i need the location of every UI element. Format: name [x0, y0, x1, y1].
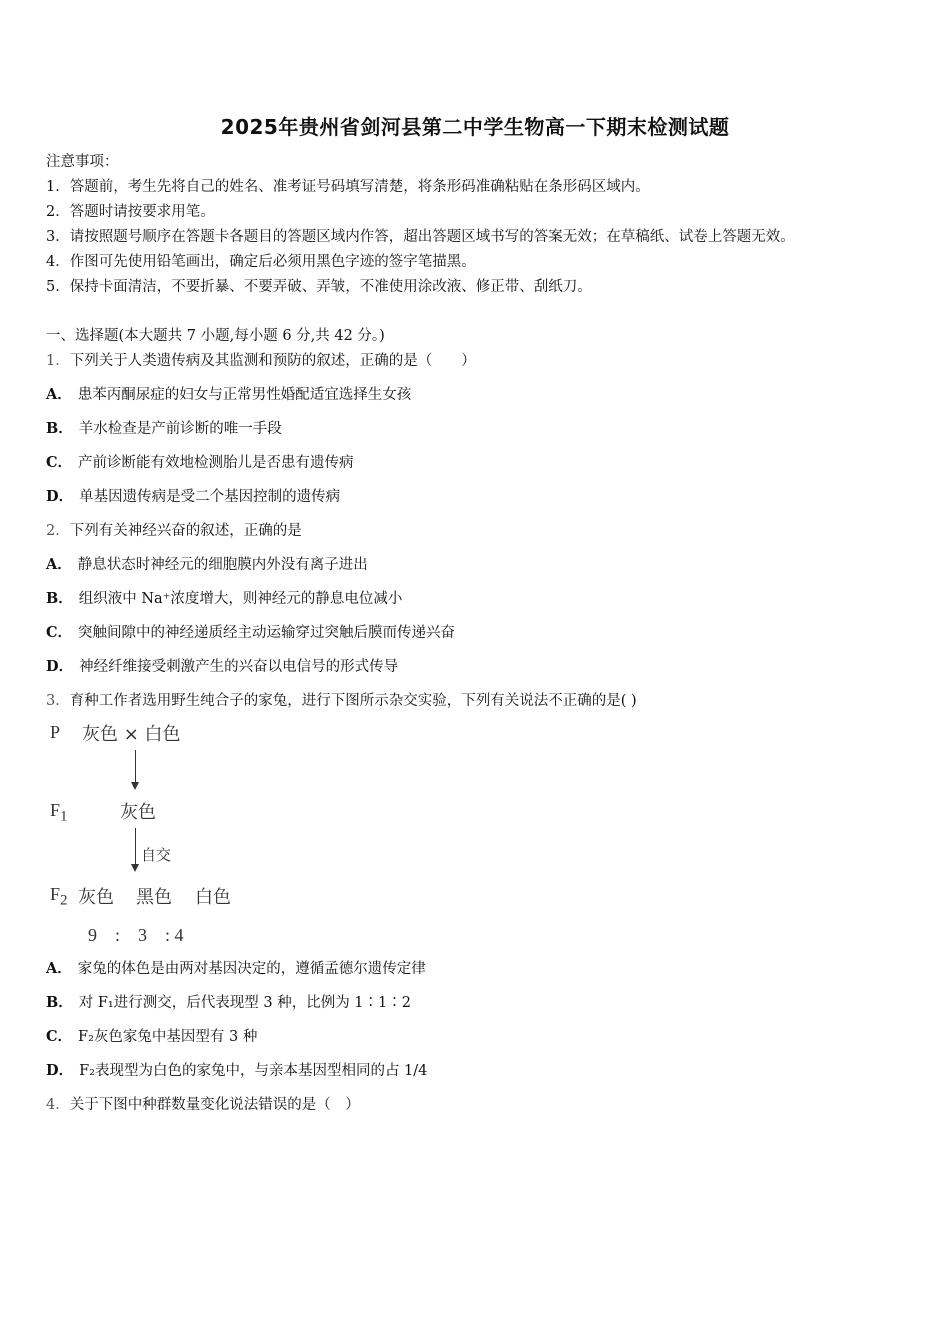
option-text: 静息状态时神经元的细胞膜内外没有离子进出 — [77, 557, 368, 573]
f2-white: 白色 — [195, 887, 231, 908]
f2-black: 黑色 — [136, 887, 172, 908]
f1-label: $F_1$ — [50, 800, 68, 825]
q3-option-a — [46, 959, 426, 979]
question-stem: 关于下图中种群数量变化说法错误的是（ ） — [69, 1097, 360, 1113]
q1-option-b — [46, 419, 282, 439]
option-letter: C． — [46, 624, 73, 641]
notice-item-3: 3．请按照题号顺序在答题卡各题目的答题区域内作答，超出答题区域书写的答案无效；在草稿纸、试卷上答题无效。 — [46, 229, 795, 245]
question-stem: 育种工作者选用野生纯合子的家兔，进行下图所示杂交实验，下列有关说法不正确的是( ) — [69, 693, 637, 709]
option-letter: A． — [46, 556, 72, 573]
option-text: 家兔的体色是由两对基因决定的，遵循孟德尔遗传定律 — [77, 961, 426, 977]
arrow-head-icon — [131, 864, 139, 872]
option-letter: A． — [46, 386, 72, 403]
q3-option-b — [46, 993, 411, 1013]
q3-option-c — [46, 1027, 257, 1047]
q1-option-a — [46, 385, 411, 405]
question-3 — [46, 691, 637, 711]
option-text: 突触间隙中的神经递质经主动运输穿过突触后膜而传递兴奋 — [78, 625, 456, 641]
p-label: P — [50, 722, 61, 742]
q1-option-c — [46, 453, 354, 473]
q2-option-a — [46, 555, 368, 575]
option-text: F₂灰色家兔中基因型有 3 种 — [78, 1029, 258, 1045]
option-letter: D． — [46, 658, 74, 675]
question-2 — [46, 521, 302, 541]
question-number: 3． — [46, 693, 70, 709]
option-text: 产前诊断能有效地检测胎儿是否患有遗传病 — [78, 455, 354, 471]
arrow-head-icon — [131, 782, 139, 790]
option-letter: D． — [46, 1062, 74, 1079]
q2-option-b — [46, 589, 402, 609]
option-letter: B． — [46, 994, 73, 1011]
option-text: 对 F₁进行测交，后代表现型 3 种，比例为 1∶1∶2 — [78, 995, 411, 1011]
q2-option-c — [46, 623, 455, 643]
arrow-p-f1 — [135, 750, 136, 784]
p-cross: 灰色 × 白色 — [82, 724, 181, 745]
f2-label: $F_2$ — [50, 884, 68, 909]
f2-gray: 灰色 — [78, 887, 114, 908]
option-text: 组织液中 Na⁺浓度增大，则神经元的静息电位减小 — [78, 591, 403, 607]
question-1 — [46, 351, 476, 371]
question-4 — [46, 1095, 360, 1115]
notice-item-4: 4．作图可先使用铅笔画出，确定后必须用黑色字迹的签字笔描黑。 — [46, 254, 476, 270]
option-text: 羊水检查是产前诊断的唯一手段 — [78, 421, 282, 437]
page-title: 2025年贵州省剑河县第二中学生物高一下期末检测试题 — [220, 115, 730, 139]
section-heading: 一、选择题(本大题共 7 小题,每小题 6 分,共 42 分。) — [46, 328, 385, 344]
option-text: 单基因遗传病是受二个基因控制的遗传病 — [79, 489, 341, 505]
question-stem: 下列有关神经兴奋的叙述，正确的是 — [69, 523, 302, 539]
q1-option-d — [46, 487, 340, 507]
option-text: F₂表现型为白色的家兔中，与亲本基因型相同的占 1/4 — [79, 1063, 428, 1079]
question-number: 2． — [46, 523, 70, 539]
question-stem: 下列关于人类遗传病及其监测和预防的叙述，正确的是（ ） — [69, 353, 476, 369]
option-letter: C． — [46, 454, 73, 471]
cross-diagram — [46, 716, 306, 951]
option-letter: B． — [46, 590, 73, 607]
arrow-f1-f2 — [135, 828, 136, 866]
f1-phenotype: 灰色 — [120, 802, 156, 823]
option-letter: D． — [46, 488, 74, 505]
notice-item-1: 1．答题前，考生先将自己的姓名、准考证号码填写清楚，将条形码准确粘贴在条形码区域内。 — [46, 179, 650, 195]
question-number: 1． — [46, 353, 70, 369]
notice-heading: 注意事项： — [46, 154, 119, 170]
q2-option-d — [46, 657, 398, 677]
option-text: 神经纤维接受刺激产生的兴奋以电信号的形式传导 — [79, 659, 399, 675]
q3-option-d — [46, 1061, 427, 1081]
question-number: 4． — [46, 1097, 70, 1113]
f2-ratio: 9 : 3 : 4 — [88, 925, 184, 945]
option-text: 患苯丙酮尿症的妇女与正常男性婚配适宜选择生女孩 — [77, 387, 412, 403]
notice-item-5: 5．保持卡面清洁，不要折暴、不要弄破、弄皱，不准使用涂改液、修正带、刮纸刀。 — [46, 279, 592, 295]
option-letter: A． — [46, 960, 72, 977]
notice-item-2: 2．答题时请按要求用笔。 — [46, 204, 215, 220]
self-cross-label: 自交 — [141, 846, 172, 864]
option-letter: C． — [46, 1028, 73, 1045]
option-letter: B． — [46, 420, 73, 437]
